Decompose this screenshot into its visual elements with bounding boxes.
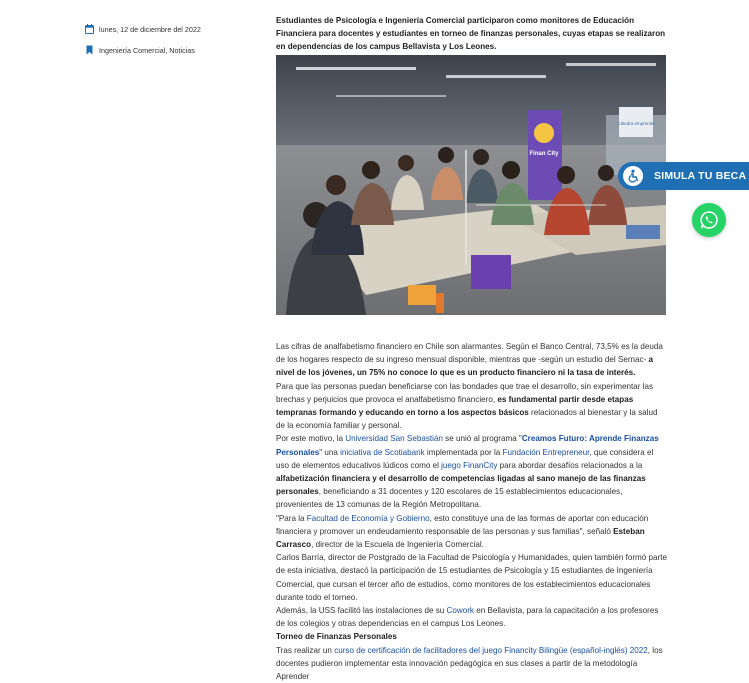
text-span: , los docentes pudieron implementar esta innovación pedagógica en sus clases a partir de la metodología Aprender [276,645,663,682]
link-financity[interactable]: juego FinanCity [441,460,498,470]
paragraph-4 [276,512,668,552]
paragraph-5: Carlos Barría, director de Postgrado de la Facultad de Psicología y Humanidades, quien también formó parte de esta iniciativa, destacó la participación de 15 estudiantes de Psicología y 15 estudiantes de Ingeniería Comercial, que cursan el tercer año de estudios, como monitores de los establecimientos educacionales durante todo el torneo. [276,553,667,602]
paragraph-1 [276,340,668,380]
bold-link-text: Creamos Futuro: Aprende Finanzas Personales [276,434,659,457]
post-categories [85,45,195,55]
text-span: Las cifras de analfabetismo financiero en Chile son alarmantes. Según el Banco Central, 73,5% es la deuda de los hogares respecto de su ingreso mensual disponible, mientras que -según un estudio del Sernac- [276,342,663,365]
article-photo [276,55,666,315]
link-fundacion-entrepreneur[interactable]: Fundación Entrepreneur [502,447,590,457]
bold-text: es fundamental partir desde etapas tempranas formando y educando en torno a los aspectos básicos [276,394,634,418]
heading-text: Torneo de Finanzas Personales [276,632,397,642]
simula-beca-button[interactable] [618,162,749,190]
simula-beca-label: SIMULA TU BECA [654,170,747,182]
link-cowork[interactable]: Cowork [446,606,474,616]
text-span: "Para la [276,513,307,523]
text-span: en Bellavista, para la capacitación a los profesores de los colegios y otras dependencias en el campus Los Leones. [276,606,659,629]
article-body [276,340,668,683]
accessibility-icon [623,166,643,186]
link-scotiabank[interactable]: iniciativa de Scotiabank [340,447,425,457]
text-span: Por este motivo, la [276,434,346,444]
text-span: Para que las personas puedan beneficiarse con las bondades que trae el desarrollo, sin experimentar las brechas y perjuicios que provoca el analfabetismo financiero, [276,381,654,404]
paragraph-6 [276,604,668,630]
link-uss[interactable]: Universidad San Sebastián [345,434,443,444]
classroom-photo [276,55,666,315]
whatsapp-button[interactable] [692,203,726,237]
section-heading [276,630,668,643]
text-span: implementada por la [424,447,503,457]
text-span: , que considera el uso de elementos educativos lúdicos como el [276,447,654,470]
paragraph-7 [276,644,668,683]
bookmark-icon [85,45,94,55]
link-facultad-economia[interactable]: Facultad de Economía y Gobierno [306,513,430,523]
text-span: " una [319,447,341,457]
post-date-text: lunes, 12 de diciembre del 2022 [99,24,201,34]
bold-text: a nivel de los jóvenes, un 75% no conoce lo que es un producto financiero ni la tasa de interés. [276,355,654,378]
article-lead: Estudiantes de Psicología e Ingeniería Comercial participaron como monitores de Educación Financiera para docentes y estudiantes en torneo de finanzas personales, cuyas etapas se realizaron en dependencias de los campus Bellavista y Los Leones. [276,16,666,52]
bold-text: Esteban Carrasco [276,526,645,550]
text-span: Tras realizar un [276,645,335,655]
whatsapp-icon [699,210,719,230]
text-span: se unió al programa " [442,434,522,444]
bold-text: alfabetización financiera y el desarrollo de competencias ligadas al sano manejo de las finanzas personales [276,474,646,497]
post-date [85,24,201,34]
sign-text: Cátedra emprende [617,121,655,126]
text-span: , beneficiando a 31 docentes y 120 escolares de 15 establecimientos educacionales, provenientes de 13 comunas de la Región Metropolitana. [276,487,623,510]
text-span: Además, la USS facilitó las instalaciones de su [276,606,447,616]
post-categories-link[interactable]: Ingeniería Comercial, Noticias [99,45,195,55]
paragraph-3 [276,432,668,511]
text-span: , esto constituye una de las formas de aportar con educación financiera y promover un endeudamiento responsable de las personas y sus familias", señaló [276,513,649,536]
link-curso-certificacion[interactable]: curso de certificación de facilitadores del juego Financity Bilingüe (español-inglés) 2022 [334,645,648,655]
paragraph-2 [276,380,668,433]
calendar-icon [85,24,94,34]
text-span: , director de la Escuela de Ingeniería Comercial. [311,540,484,550]
text-span: relacionados al bienestar y la salud de la economía familiar y personal. [276,408,658,431]
text-span: para abordar desafíos relacionados a la [497,460,643,470]
banner-text: Finan City [529,151,559,157]
